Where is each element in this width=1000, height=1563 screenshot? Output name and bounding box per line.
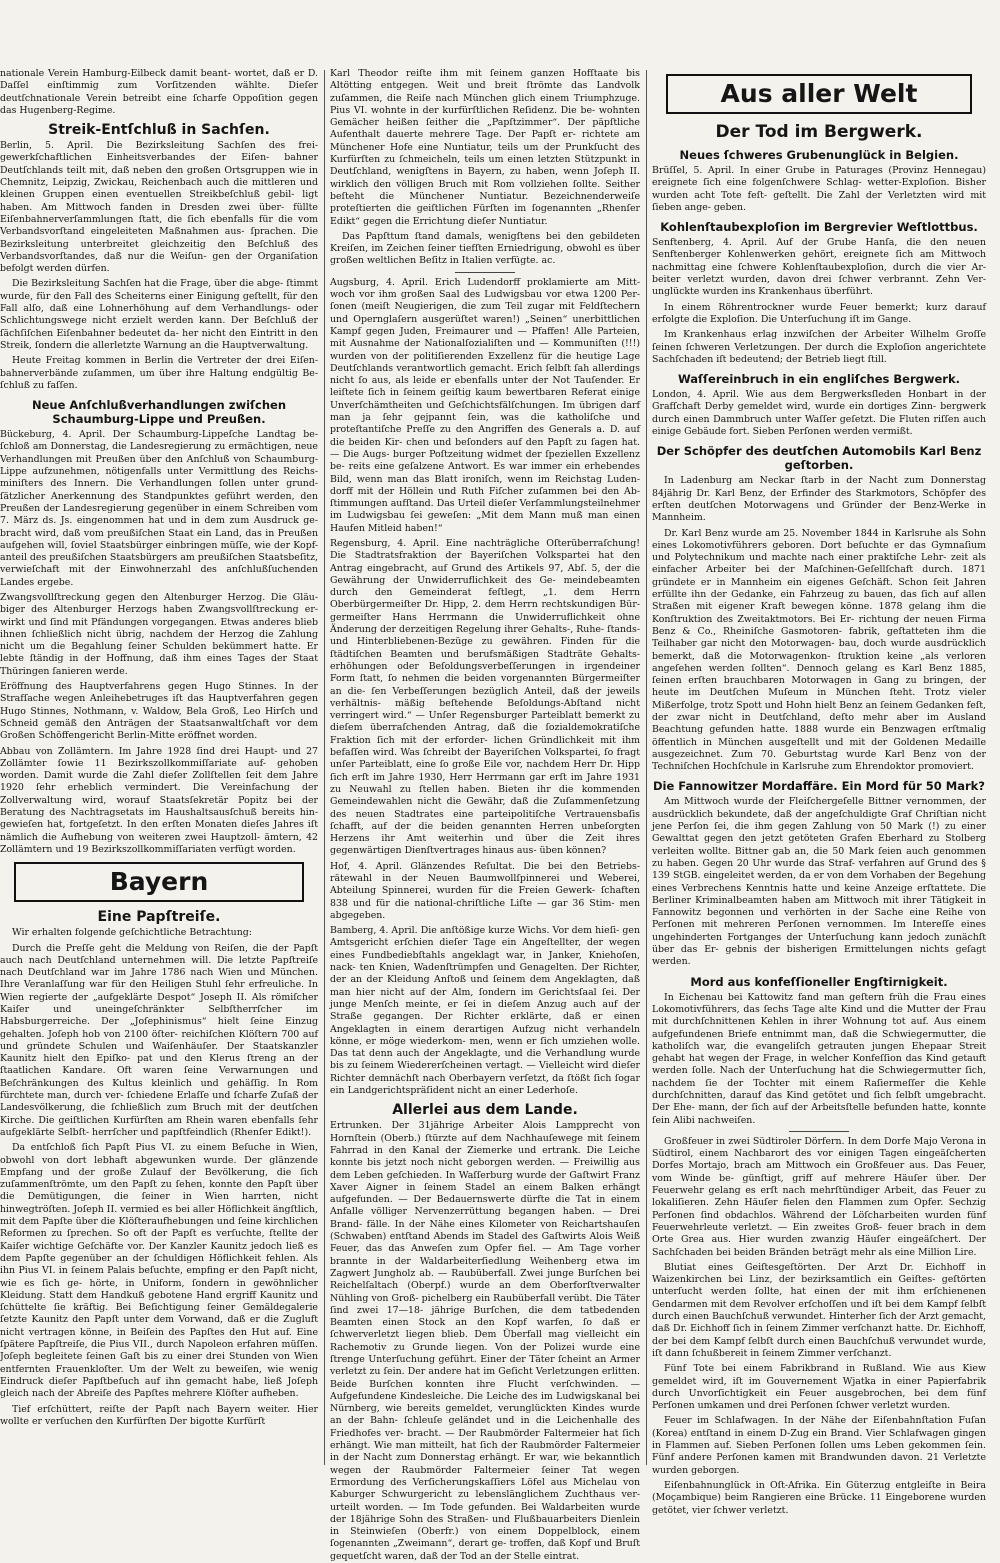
- article-headline: Mord aus konfeſſioneller Engſtirnigkeit.: [690, 974, 948, 989]
- column-left: [0, 68, 318, 1468]
- column-rule: [324, 70, 325, 1465]
- article-paragraph: Fünf Tote bei einem Fabrikbrand in Rußland. Wie aus Kiew gemeldet wird, iſt im Gouvernement Wjatka in einer Papierfabrik durch Unvorſichtigkeit ein Feuer ausgebrochen, bei dem fünf Perſonen umkamen und drei Perſonen ſchwer verletzt wurden.: [652, 1363, 986, 1412]
- section-heading: Aus aller Welt: [666, 74, 972, 114]
- separator: [455, 272, 515, 273]
- article-headline: Allerlei aus dem Lande.: [392, 1102, 578, 1119]
- article-headline: Der Schöpfer des deutſchen Automobils Karl Benz geſtorben.: [656, 444, 982, 473]
- section-heading: Bayern: [14, 862, 304, 902]
- article-paragraph: London, 4. April. Wie aus dem Bergwerksſleden Honbart in der Grafſchaft Derby gemeldet wird, wurde ein dortiges Zinn- bergwerk durch einen Dammbruch unter Waſſer geſetzt. Die Fluten riſſen auch einige Gebäude fort. Sieben Perſonen werden vermißt.: [652, 389, 986, 438]
- column-rule: [646, 70, 647, 1465]
- article-headline: Kohlenſtaubexploſion im Bergrevier Weſtlottbus.: [660, 220, 978, 235]
- article-paragraph: Zwangsvollſtreckung gegen den Altenburger Herzog. Die Gläu- biger des Altenburger Herzogs haben Zwangsvollſtreckung er- wirkt und ſind mit Pfändungen vorgegangen. Etwas anderes blieb ihnen ſchließlich nicht übrig, nachdem der Herzog die Zahlung nicht um die Begahlung ſeiner Schulden bekümmert hatte. Er lebte ſtändig in der Hoffnung, daß ihm eines Tages der Staat Thüringen ſanieren werde.: [0, 591, 318, 677]
- article-paragraph: Die Bezirksleitung Sachſen hat die Frage, über die abge- ſtimmt wurde, für den Fall des Scheiterns einer Einigung geſtellt, für den Fall alſo, daß eine Lohnerhöhung auf dem Verhandlungs- oder Schlichtungswege nicht erzielt werden kann. Der Beſchluß der ſächſiſchen Eiſenbahner bedeutet da- her nicht den Eintritt in den Streik, ſondern die allerletzte Warnung an die Hauptverwaltung.: [0, 278, 318, 351]
- article-paragraph: nationale Verein Hamburg-Eilbeck damit beant- wortet, daß er D. Daſſel einſtimmig zum Vorſitzenden wählte. Dieſer deutſchnationale Verein betreibt eine ſcharfe Oppoſition gegen das Hugenberg-Regime.: [0, 68, 318, 116]
- article-headline: Neues ſchweres Grubenunglück in Belgien.: [679, 148, 959, 162]
- article-headline: Der Tod im Bergwerk.: [715, 122, 923, 142]
- article-paragraph: Am Mittwoch wurde der Fleiſchergeſelle Bittner vernommen, der ausdrücklich bekundete, daß der angeſchuldigte Graf Chriſtian nicht jene Perſon ſei, die ihm gegen Zahlung von 50 Mark (!) zu einer Gewalttat gegen den jetzt getöteten Grafen Eberhard zu Stolberg verleiten wollte. Bittner gab an, die 50 Mark ſeien auch genommen zu haben. Gegen 20 Uhr wurde das Straf- verfahren auf Grund des § 139 StGB. eingeleitet werden, da er von dem Vorhaben der Begehung eines Verbrechens Kenntnis hatte und keine Anzeige erſtattete. Die Berliner Kriminalbeamten haben am Mittwoch mit ihrer Tätigkeit in Fannowitz begonnen und verhörten in der Sache eine Reihe von Perſonen mit mehreren Perſonen vernommen. Im Intereſſe eines ungehinderten Fortganges der Unterſuchung kann jedoch zunächſt über das Er- gebnis der bisherigen Ermittelungen nichts geſagt werden.: [652, 796, 986, 968]
- article-paragraph: Regensburg, 4. April. Eine nachträgliche Oſterüberraſchung! Die Stadtratsfraktion der Bayeriſchen Volkspartei hat den Antrag eingebracht, auf Grund des Artikels 97, Abſ. 5, der die Gewährung der Unwiderruflichkeit des Ge- meindebeamten durch den Gemeinderat feſtlegt, „1. dem Herrn Oberbürgermeiſter Dr. Hipp, 2. dem Herrn rechtskundigen Bür- germeiſter Hans Herrmann die Unwiderruflichkeit ohne Änderung der derzeitigen Regelung ihrer Gehalts-, Ruhe- ſtands- und Hinterbliebenen-Bezüge zu gewähren. Finden für die ſtädtiſchen Beamten und berufsmäßigen Stadträte Gehalts- erhöhungen oder Beſoldungsverbeſſerungen in irgendeiner Form ſtatt, ſo nehmen die beiden vorgenannten Bürgermeiſter an die- ſen Verbeſſerungen bezüglich Anteil, daß der jeweils verhältnis- mäßig beſtehende Beſoldungs-Abſtand nicht verringert wird.“ — Unſer Regensburger Parteiblatt bemerkt zu dieſem überraſchenden Antrag, daß die ſozialdemokratiſche Fraktion ſich mit der erforder- lichen Gründlichkeit mit ihm befaſſen wird. Was ſchreibt der Bayeriſchen Volkspartei, ſo fragt unſer Parteiblatt, eine ſo große Eile vor, nachdem Herr Dr. Hipp ſich erſt im Jahre 1930, Herr Herrmann gar erſt im Jahre 1931 zu Neuwahl zu ſtellen haben. Bieten ihr die kommenden Gemeindewahlen nicht die Gewähr, daß die Zuſammenſetzung des neuen Stadtrates eine parteipolitiſche Vertrauensbaſis ſchafft, auf der die beiden genannten Herren unbeſorgten Herzens ihr Amt weiterhin und über die Zeit ihres gegenwärtigen Dienſtvertrages hinaus aus- üben können?: [330, 537, 640, 857]
- article-paragraph: In Eichenau bei Kattowitz fand man geſtern früh die Frau eines Lokomotivführers, das ſechs Tage alte Kind und die Mutter der Frau mit durchſchnittenen Kehlen in ihrer Wohnung tot auf. Aus einem aufgefundenen Briefe entnimmt man, daß die Schwiegermutter, die katholiſch war, die evangeliſch getrauten jungen Ehepaar Streit gehabt hat wegen der Frage, in welcher Konfeſſion das Kind getauft werden ſolle. Nach der Unterſuchung hat die Schwiegermutter ſich, nachdem ſie der Tochter mit einem Raſiermeſſer die Kehle durchſchnitten, darauf das Kind getötet und ſich ſelbſt umgebracht. Der Ehe- mann, der ſich auf der Arbeitsſtelle befunden hatte, konnte ſein Alibi nachweiſen.: [652, 991, 986, 1126]
- article-paragraph: Hof, 4. April. Glänzendes Reſultat. Die bei den Betriebs- rätewahl in der Neuen Baumwollſpinnerei und Weberei, Abteilung Spinnerei, wurden für die Freien Gewerk- ſchaften 838 und für die national-chriſtliche Liſte — gar 36 Stim- men abgegeben.: [330, 860, 640, 921]
- article-paragraph: Da entſchloß ſich Papſt Pius VI. zu einem Beſuche in Wien, obwohl von dort lebhaft abgewunken wurde. Der glänzende Empfang und der große Zulauf der Bevölkerung, die ſich zuſammenſtrömte, um den Papſt zu ſehen, konnte den Papſt über die Demütigungen, die ſeiner in Wien harrten, nicht hinwegtröſten. Joſeph II. vermied es bei aller Höflichkeit ängſtlich, mit dem Papſte über die Klöſteraufhebungen und ſeine kirchlichen Reformen zu ſprechen. So oft der Papſt es verſuchte, ſtellte der Kaiſer wichtige Geſchäfte vor. Der Kanzler Kaunitz jedoch ließ es dem Papſte gegenüber an der ſchuldigen Höflichkeit fehlen. Als ihn Pius VI. in ſeinem Palais beſuchte, empfing er den Papſt nicht, wie es ſich ge- hörte, in Uniform, ſondern in gewöhnlicher Kleidung. Statt dem Handkuß gebotene Hand ergriff Kaunitz und ſchüttelte ſie kräftig. Bei Beſichtigung ſeiner Gemäldegalerie ſetzte Kaunitz den Papſt unter dem Vorwand, daß er die Zugluft nicht vertragen könne, in Beiſein des Papſtes den Hut auf. Eine ſpätere Papſtreiſe, die Pius VII., durch Napoleon erfahren müſſen. Joſeph begleitete ſeinen Gaſt bis zu einer drei Stunden von Wien entfernten Frauenkloſter. Um der Welt zu beweiſen, wie wenig Eindruck dieſer Papſtbeſuch auf ihn gemacht habe, ließ Joſeph gleich nach der Abreiſe des Papſtes mehrere Klöſter aufheben.: [0, 1142, 318, 1400]
- article-paragraph: Blutiat eines Geiſtesgeſtörten. Der Arzt Dr. Eichhoff in Waizenkirchen bei Linz, der bezirksamtlich ein Geiſtes- geſtörten unterſucht werden ſollte, hat einen der mit ihm erſchienenen Gendarmen mit dem Revolver erſchoſſen und iſt bei dem Kampf ſelbſt durch einen Bauchſchuß verwundet. Hinterher ſich der Arzt gemacht, daß Dr. Eichhoff ſich in ſeinem Zimmer verſchanzt hatte. Dr. Eichhoff, der bei dem Kampf ſelbſt durch einen Bauchſchuß verwundet wurde, iſt dann ſchußbereit in ſeinem Zimmer verſchanzt.: [652, 1261, 986, 1359]
- article-headline: Waſſereinbruch in ein engliſches Bergwerk.: [678, 372, 960, 387]
- article-paragraph: Bückeburg, 4. April. Der Schaumburg-Lippeſche Landtag be- ſchloß am Donnerstag, die Landesregierung zu ermächtigen, neue Verhandlungen mit Preußen über den Anſchluß von Schaumburg- Lippe aufzunehmen, nötigenfalls unter Vermittlung des Reichs- miniſters des Innern. Die Verhandlungen ſollen unter grund- ſätzlicher Anerkennung des Standpunktes geführt werden, den Preußen der Landesregierung gegenüber in einem Schreiben vom 7. März ds. Js. eingenommen hat und in dem zum Ausdruck ge- bracht wird, daß vom preußiſchen Staat ein Land, das in Preußen aufgehen will, ſoviel Staatsbürger einbringen müſſe, wie der Kopf- anteil des preußiſchen Staatsbürgers am preußiſchen Staatsbeſitz, verwieſchaft mit der Einwohnerzahl des anſchlußſuchenden Landes ergebe.: [0, 429, 318, 588]
- article-paragraph: Eiſenbahnunglück in Oſt-Afrika. Ein Güterzug entgleiſte in Beira (Moçambique) beim Rangieren eine Brücke. 11 Eingeborene wurden getötet, vier ſchwer verletzt.: [652, 1479, 986, 1516]
- article-headline: Eine Papſtreiſe.: [97, 909, 221, 926]
- column-middle: [330, 68, 640, 1562]
- article-paragraph: Im Krankenhaus erlag inzwiſchen der Arbeiter Wilhelm Groſſe ſeinen ſchweren Verletzungen. Der durch die Exploſion angerichtete Sachſchaden iſt bedeutend; der Betrieb liegt ſtill.: [652, 329, 986, 365]
- article-headline: Die Fannowitzer Mordaffäre. Ein Mord für 50 Mark?: [653, 779, 985, 794]
- article-paragraph: Das Papſttum ſtand damals, wenigſtens bei den gebildeten Kreiſen, im Zeichen ſeiner tiefſten Erniedrigung, obwohl es über großen weltlichen Beſitz in Italien verfügte. ac.: [330, 230, 640, 267]
- article-headline: Neue Anſchlußverhandlungen zwiſchen Schaumburg-Lippe und Preußen.: [31, 398, 287, 427]
- article-paragraph: Wir erhalten folgende geſchichtliche Betrachtung:: [12, 927, 252, 939]
- article-paragraph: Durch die Preſſe geht die Meldung von Reiſen, die der Papſt auch nach Deutſchland unternehmen will. Die letzte Papſtreiſe nach Deutſchland war im Jahre 1786 nach Wien und München. Ihre Veranlaſſung war für den Heiligen Stuhl ſehr erfreuliche. In Wien regierte der „aufgeklärte Despot“ Joseph II. Als römiſcher Kaiſer und uneingeſchränkter Selbſtherrſcher im Habsburgerreiche. Der „Joſephinismus“ hielt ſeine Einzug gehalten. Joſeph hob von 2100 öſter- reichiſchen Klöſtern 700 auf und gründete Schulen und Waiſenhäuſer. Der Staatskanzler Kaunitz hielt den Epiſko- pat und den Klerus ſtreng an der ſtaatlichen Kandare. Oft waren ſeine Verwarnungen und Beſchränkungen des Kultus kleinlich und gehäſſig. In Rom fürchtete man, durch ver- ſchiedene Erlaſſe und ſcharfe Zuſaß der Landesvölkerung, die ſchließlich zum Bruch mit der deutſchen Kirche. Die geiſtlichen Kurfürſten am Rhein waren ebenfalls ſehr aufgeklärte Selbſt- herrſcher und papſtfeindlich (Rhenſer Edikt!).: [0, 942, 318, 1138]
- article-paragraph: Tief erſchüttert, reiſte der Papſt nach Bayern weiter. Hier wollte er verſuchen den Kurfürſten Der bigotte Kurfürſt: [0, 1403, 318, 1427]
- article-paragraph: Senftenberg, 4. April. Auf der Grube Hanſa, die den neuen Senftenberger Kohlenwerken gehört, ereignete ſich am Mittwoch nachmittag eine ſchwere Kohlenſtaubexploſion, durch die vier Ar- beiter verletzt wurden, davon drei ſchwer verbrannt. Zehn Ver- unglückte wurden ins Krankenhaus überführt.: [652, 237, 986, 298]
- article-headline: Streik-Entſchluß in Sachſen.: [48, 122, 270, 139]
- article-paragraph: Großfeuer in zwei Südtiroler Dörfern. In dem Dorfe Majo Verona in Südtirol, einem Nachbarort des vor einigen Tagen eingeäſcherten Dorfes Mortajo, brach am Mittwoch ein Großfeuer aus. Das Feuer, vom Winde be- günſtigt, griff auf mehrere Häuſer über. Der Feuerwehr gelang es erſt nach mehrſtündiger Arbeit, das Feuer zu lokaliſieren. Zehn Häuſer fielen den Flammen zum Opfer. Sechzig Perſonen ſind obdachlos. Während der Löſcharbeiten wurden fünf Feuerwehrleute verletzt. — Ein zweites Groß- feuer brach in dem Orte Grea aus. Hier wurden zwanzig Häuſer eingeäſchert. Der Sachſchaden bei beiden Bränden beträgt mehr als eine Million Lire.: [652, 1135, 986, 1258]
- article-paragraph: Dr. Karl Benz wurde am 25. November 1844 in Karlsruhe als Sohn eines Lokomotivführers geboren. Dort beſuchte er das Gymnaſium und Polytechnikum und machte nach einer praktiſche Lehr- zeit als einfacher Arbeiter bei der Maſchinen-Geſellſchaft durch. 1871 gründete er in Mannheim ein eigenes Geſchäft. Schon ſeit Jahren erfüllte ihn der Gedanke, ein Fahrzeug zu bauen, das ſich auf allen Straßen mit eigener Kraft bewegen könne. 1878 gelang ihm die Konſtruktion des Zweitaktmotors. Bei Er- richtung der neuen Firma Benz & Co., Rheiniſche Gasmotoren- fabrik, geſtatteten ihm die Teilhaber gar nicht den Motorwagen- bau, doch wurde ausdrücklich bemerkt, daß die Motorwagenkon- ſtruktion keine „als verloren angeſehen werden ſollten“. Dennoch gelang es Karl Benz 1885, ſeinen erſten brauchbaren Motorwagen in Gang zu bringen, der heute im Deutſchen Muſeum in München ſteht. Trotz vieler Mißerfolge, trotz Spott und Hohn hielt Benz an ſeinem Gedanken feſt, der zwar nicht in Deutſchland, deſto mehr aber im Ausland Beachtung gefunden hatte. 1888 wurde ein Benzwagen erſtmalig öffentlich in München ausgeſtellt und mit der Goldenen Medaille ausgezeichnet. Zum 70. Geburtstag wurde Karl Benz von der Techniſchen Hochſchule in Karlsruhe zum Ehrendoktor promoviert.: [652, 527, 986, 773]
- separator: [789, 1131, 849, 1132]
- article-paragraph: Feuer im Schlafwagen. In der Nähe der Eiſenbahnſtation Fuſan (Korea) entſtand in einem D-Zug ein Brand. Vier Schlafwagen gingen in Flammen auf. Sieben Perſonen ſollen ums Leben gekommen ſein. Fünf andere Perſonen kamen mit Brandwunden davon. 21 Verletzte wurden geborgen.: [652, 1415, 986, 1476]
- article-paragraph: Abbau von Zollämtern. Im Jahre 1928 ſind drei Haupt- und 27 Zollämter ſowie 11 Bezirkszollkommiſſariate auf- gehoben worden. Damit wurde die Zahl dieſer Zollſtellen ſeit dem Jahre 1920 ſehr erheblich vermindert. Die Vereinfachung der Zollverwaltung wird, worauf Staatsſekretär Popitz bei der Beratung des Nachtragsetats im Haushaltsausſchuß bereits hin- gewieſen hat, fortgeſetzt. In den erſten Monaten dieſes Jahres iſt nämlich die Aufhebung von weiteren zwei Hauptzoll- ämtern, 42 Zollämtern und 19 Bezirkszollkommiſſariaten verfügt worden.: [0, 745, 318, 855]
- article-paragraph: Ertrunken. Der 31jährige Arbeiter Alois Lampprecht von Hornſtein (Oberb.) ſtürzte auf dem Nachhauſewege mit ſeinem Fahrrad in den Kanal der Ziemerke und ertrank. Die Leiche konnte bis jetzt noch nicht geborgen werden. — Freiwillig aus dem Leben geſchieden. In Waſſerburg wurde der Gaſtwirt Franz Xaver Aigner in ſeinem Stadel an einem Balken erhängt aufgefunden. — Der Bedauernswerte dürfte die Tat in einem Anfalle völliger Nervenzerrüttung begangen haben. — Drei Brand- fälle. In der Nähe eines Kilometer von Reichartshauſen (Schwaben) entſtand Abends im Stadel des Gaſtwirts Alois Weiß Feuer, das das Anweſen zum Opfer fiel. — Am Tage vorher brannte in der Waldarbeiterſiedlung Weihenberg etwa im Zagwert Jungholz ab. — Raubüberfall. Zwei junge Burſchen bei Reichelſaltach (Oberpf.) wurde an dem Oberforſtverwalter Nühling von Groß- pichelberg ein Raubüberfall verübt. Die Täter ſind zwei 17—18- jährige Burſchen, die dem tatbedenden Beamten einen Stock an den Kopf warfen, ſo daß er ſchwerverletzt liegen blieb. Dem Überfall mag vielleicht ein Rachemotiv zu Grunde liegen. Von der Polizei wurde eine ſtrenge Unterſuchung geführt. Einer der Täter ſcheint an Armer verletzt zu ſein. Der andere hat im Geſicht Verletzungen erlitten. Beide Burſchen konnten ihre Flucht verſchwinden. — Aufgefundene Kindesleiche. Die Leiche des im Ludwigskanal bei Nürnberg, wie bereits gemeldet, verunglückten Kindes wurde an der Bahn- ſchleuſe geländet und in die Leichenhalle des Friedhofes ver- bracht. — Der Raubmörder Faltermeier hat ſich erhängt. Wie man mitteilt, hat ſich der Raubmörder Faltermeier in der Nacht zum Donnerstag erhängt. Er war, wie bekanntlich wegen der Raubmörder Faltermeier ſeiner Tat wegen Ermordung des Verſicherungskaſſiers Löfel aus Michelau von Kaburger Schwurgericht zu lebenslänglichem Zuchthaus ver- urteilt worden. — Im Tode gefunden. Bei Waldarbeiten wurde der 18jährige Sohn des Straßen- und Flußbauarbeiters Dienlein in Steinwieſen (Oberfr.) von einem Doppelblock, einem ſogenannten „Zweimann“, derart ge- troffen, daß Kopf und Bruſt gequetſcht waren, daß der Tod an der Stelle eintrat.: [330, 1120, 640, 1562]
- article-paragraph: Brüſſel, 5. April. In einer Grube in Paturages (Provinz Hennegau) ereignete ſich eine folgenſchwere Schlag- wetter-Exploſion. Bisher wurden acht Tote feſt- geſtellt. Die Zahl der Verletzten wird mit ſieben ange- geben.: [652, 165, 986, 213]
- article-paragraph: Augsburg, 4. April. Erich Ludendorff proklamierte am Mitt- woch vor ihm großen Saal des Ludwigsbau vor etwa 1200 Per- ſonen (meiſt Neugierigen, die zum Teil zugar mit Feldſtechern und Opernglaſern ausgerüſtet waren!) „Seinen“ unerbittlichen Kampf gegen Juden, Freimaurer und — Pfaffen! Alle Parteien, mit Ausnahme der Nationalſozialiſten und — Kommuniſten (!!!) wurden von der politiſierenden Exzellenz für die heutige Lage Deutſchlands verantwortlich gemacht. Erich ſelbſt ſah allerdings nicht ſo aus, als leide er ebenfalls unter der Not Tauſender. Er leiſtete ſich in ſeinem geiſtig kaum bewertbaren Referat einige Unverſchämtheiten und Geſchichtsfälſchungen. Im übrigen darf man ja ſehr gejpannt ſein, was die katholiſche und proteſtantiſche Preſſe zu den Angriffen des Generals a. D. auf die beiden Kir- chen und beſonders auf den Papſt zu ſagen hat. — Die Augs- burger Poſtzeitung widmet der ſpeziellen Exzellenz be- reits eine geſalzene Antwort. Es war immer ein erhebendes Bild, wenn man das Blatt ironiſch, wenn im Reichstag Luden- dorff mit der Höllein und Ruth Fiſcher zuſammen bei den Ab- ſtimmungen aufſtand. Das Urteil dieſer Verſammlungsteilnehmer im Ludwigsbau ſei geweſen: „Mit dem Mann muß man einen Haufen Mitleid haben!“: [330, 276, 640, 534]
- article-paragraph: In Ladenburg am Neckar ſtarb in der Nacht zum Donnerstag 84jährig Dr. Karl Benz, der Erfinder des Starkmotors, Schöpfer des erſten deutſchen Motorwagens und Gründer der Benz-Werke in Mannheim.: [652, 475, 986, 524]
- article-paragraph: Bamberg, 4. April. Die anſtößige kurze Wichs. Vor dem hieſi- gen Amtsgericht erſchien dieſer Tage ein Angeſtellter, der wegen eines Fundbediebſtahls angeklagt war, in Janker, Kniehoſen, nack- ten Knien, Wadenſtrümpfen und Genagelten. Der Richter, der an der Kleidung Anſtoß und ſeinem dem Angeklagten, daß man hier nicht auf der Alm, ſondern im Gerichtsſaal ſei. Der junge Menſch meinte, er ſei in dieſem Anzug auch auf der Straße gegangen. Der Richter erklärte, daß er einen Angeklagten in einem derartigen Aufzug nicht verhandeln könne, er möge wiederkom- men, wenn er ſich umziehen wolle. Das tat denn auch der Angeklagte, und die Verhandlung wurde bis zu ſeinem Wiedererſcheinen vertagt. — Vielleicht wird dieſer Richter demnächſt nach Oberbayern verſetzt, da ſtößt ſich ſogar ein Landgerichtspräſident nicht an einer Lederhoſe.: [330, 925, 640, 1097]
- article-paragraph: Karl Theodor reiſte ihm mit ſeinem ganzen Hofſtaate bis Altötting entgegen. Weit und breit ſtrömte das Landvolk zuſammen, die Reiſe nach München glich einem Triumphzuge. Pius VI. wohnte in der kurfürſtlichen Reſidenz. Die be- wohnten Gemächer heißen ſeither die „Papſtzimmer“. Der päpſtliche Aufenthalt dauerte mehrere Tage. Der Papſt er- richtete am Münchener Hofe eine Nuntiatur, teils um der Prunkſucht des Kurfürſten zu ſchmeicheln, teils um einen letzten Stützpunkt in Deutſchland, wenigſtens in Bayern, zu haben, wenn Joſeph II. wirklich den völligen Bruch mit Rom vollziehen ſollte. Seither beſteht die Münchener Nuntiatur. Bezeichnenderweiſe proteſtierten die geiſtlichen Fürſten im ſogenannten „Rhenſer Edikt“ gegen die Errichtung dieſer Nuntiatur.: [330, 68, 640, 227]
- article-paragraph: Berlin, 5. April. Die Bezirksleitung Sachſen des frei- gewerkſchaftlichen Einheitsverbandes der Eiſen- bahner Deutſchlands teilt mit, daß neben den großen Ortsgruppen wie in Chemnitz, Leipzig, Zwickau, Reichenbach auch die mittleren und kleinen Gruppen einen eventuellen Streikbeſchluß gebil- ligt haben. Am Mittwoch fanden in Dresden zwei über- füllte Eiſenbahnerverſammlungen ſtatt, die ſich ebenfalls für die vom Verbandsvorſtand eingeleiteten Maßnahmen aus- ſprachen. Die Bezirksleitung unterbreitet gleichzeitig den Beſchluß des Verbandsvorſtandes, daß nur die Weiſun- gen der Organiſation befolgt werden dürfen.: [0, 140, 318, 275]
- article-paragraph: Heute Freitag kommen in Berlin die Vertreter der drei Eiſen- bahnerverbände zuſammen, um über ihre Haltung endgültig Be- ſchluß zu faſſen.: [0, 355, 318, 391]
- column-right: [652, 68, 986, 1516]
- article-paragraph: Eröffnung des Hauptverfahrens gegen Hugo Stinnes. In der Strafſache wegen Anleihebetruges iſt das Hauptverfahren gegen Hugo Stinnes, Nothmann, v. Waldow, Bela Groß, Leo Hirſch und Schneid gemäß den Anträgen der Staatsanwaltſchaft vor dem Großen Schöffengericht Berlin-Mitte eröffnet worden.: [0, 681, 318, 742]
- article-paragraph: In einem Röhrentrockner wurde Feuer bemerkt; kurz darauf erfolgte die Exploſion. Die Unterſuchung iſt im Gange.: [652, 301, 986, 325]
